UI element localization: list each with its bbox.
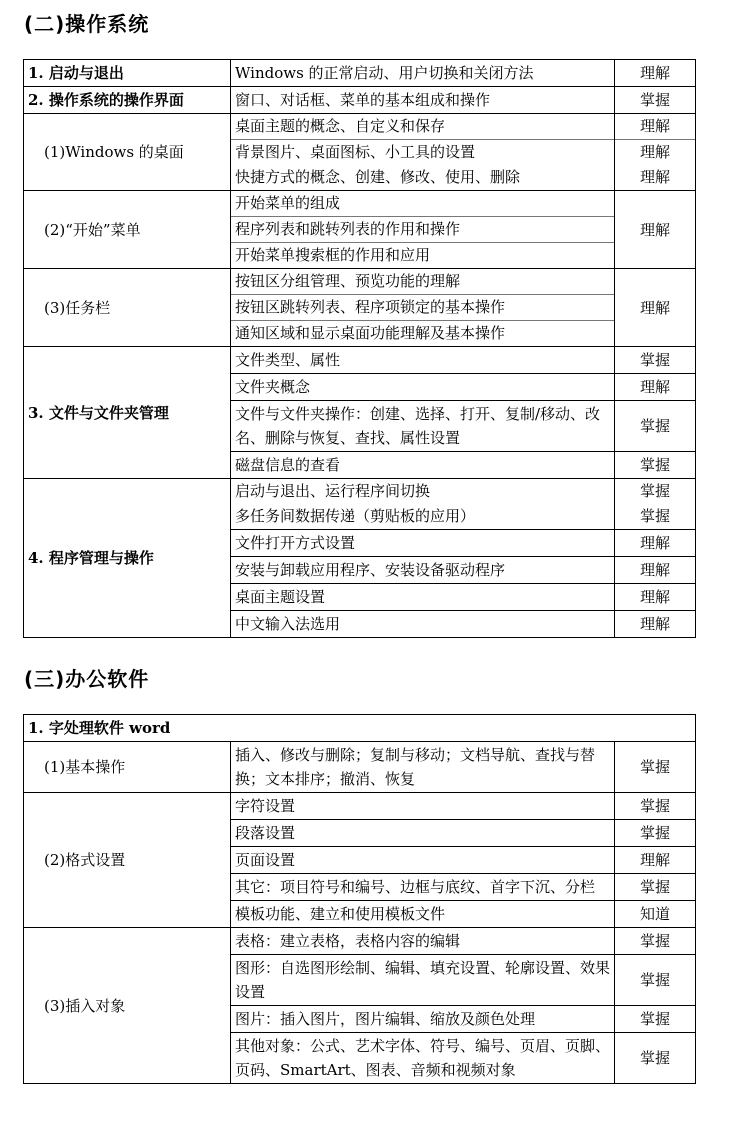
content-line: 快捷方式的概念、创建、修改、使用、删除: [235, 168, 521, 186]
topic-label: (2)“开始”菜单: [44, 220, 141, 239]
table-row: [24, 87, 696, 114]
table-row: [24, 347, 696, 374]
level-cell: 理解: [615, 847, 696, 874]
topic-cell: [24, 191, 231, 269]
topic-cell: 4. 程序管理与操作: [24, 479, 231, 638]
topic-label: (2)格式设置: [44, 851, 126, 869]
content-line: 启动与退出、运行程序间切换: [235, 482, 431, 500]
content-cell: [231, 479, 615, 530]
content-text: 其他对象：公式、艺术字体、符号、编号、页眉、页脚、页码、SmartArt、图表、音频和视频对象: [235, 1037, 611, 1079]
content-cell: [231, 742, 615, 793]
topic-label: (3)插入对象: [44, 996, 126, 1015]
content-line: 多任务间数据传递（剪贴板的应用）: [235, 507, 476, 525]
content-cell: 图片：插入图片，图片编辑、缩放及颜色处理: [231, 1006, 615, 1033]
table-row: [24, 715, 696, 742]
level-cell: 掌握: [615, 793, 696, 820]
word-requirements-table: [23, 714, 696, 1084]
content-line: 按钮区跳转列表、程序项锁定的基本操作: [231, 294, 614, 320]
level-line: 掌握: [639, 507, 670, 525]
content-cell: 表格：建立表格，表格内容的编辑: [231, 928, 615, 955]
level-cell: [615, 479, 696, 530]
section-title-os: (二)操作系统: [24, 12, 150, 36]
content-line: 桌面主题的概念、自定义和保存: [235, 117, 446, 135]
content-cell: 中文输入法选用: [231, 611, 615, 638]
topic-cell: 1. 启动与退出: [24, 60, 231, 87]
content-cell: 页面设置: [231, 847, 615, 874]
content-text: 其它：项目符号和编号、边框与底纹、首字下沉、分栏: [235, 878, 596, 896]
level-cell: 掌握: [615, 452, 696, 479]
content-cell: 安装与卸载应用程序、安装设备驱动程序: [231, 557, 615, 584]
level-cell: 理解: [615, 191, 696, 269]
level-cell: 掌握: [615, 87, 696, 114]
content-cell: 窗口、对话框、菜单的基本组成和操作: [231, 87, 615, 114]
content-cell: [231, 401, 615, 452]
level-cell: 理解: [615, 269, 696, 347]
level-cell: 理解: [615, 374, 696, 401]
level-cell: 掌握: [615, 955, 696, 1006]
content-cell: 段落设置: [231, 820, 615, 847]
level-cell: 掌握: [615, 928, 696, 955]
table-row: [24, 479, 696, 530]
content-cell: Windows 的正常启动、用户切换和关闭方法: [231, 60, 615, 87]
topic-cell: [24, 114, 231, 191]
content-cell: 字符设置: [231, 793, 615, 820]
table-row: [24, 928, 696, 955]
level-cell: 掌握: [615, 874, 696, 901]
table-row: [24, 269, 696, 347]
os-requirements-table: [23, 59, 696, 638]
content-line: 通知区域和显示桌面功能理解及基本操作: [231, 320, 614, 346]
content-text: 插入、修改与删除；复制与移动；文档导航、查找与替换；文本排序；撤消、恢复: [235, 746, 596, 788]
content-line: 开始菜单搜索框的作用和应用: [231, 242, 614, 268]
content-cell: 桌面主题设置: [231, 584, 615, 611]
level-cell: 掌握: [615, 1033, 696, 1084]
topic-label: (3)任务栏: [44, 298, 111, 317]
level-line: 理解: [615, 139, 695, 165]
content-cell: 文件打开方式设置: [231, 530, 615, 557]
content-cell: 模板功能、建立和使用模板文件: [231, 901, 615, 928]
table-row: [24, 793, 696, 820]
table-row: [24, 60, 696, 87]
level-cell: 掌握: [615, 742, 696, 793]
topic-cell: [24, 742, 231, 793]
content-line: 开始菜单的组成: [235, 194, 341, 212]
level-cell: 知道: [615, 901, 696, 928]
level-line: 理解: [639, 117, 670, 135]
content-cell: [231, 1033, 615, 1084]
level-cell: 理解: [615, 611, 696, 638]
content-line: 按钮区分组管理、预览功能的理解: [235, 272, 461, 290]
content-cell: [231, 955, 615, 1006]
topic-cell: [24, 269, 231, 347]
content-line: 程序列表和跳转列表的作用和操作: [231, 216, 614, 242]
topic-label: (1)基本操作: [44, 758, 126, 776]
level-cell: [615, 114, 696, 191]
level-line: 理解: [639, 168, 670, 186]
content-text: 文件与文件夹操作：创建、选择、打开、复制/移动、改名、删除与恢复、查找、属性设置: [235, 405, 601, 447]
level-cell: 掌握: [615, 820, 696, 847]
topic-cell: [24, 928, 231, 1084]
topic-cell: 2. 操作系统的操作界面: [24, 87, 231, 114]
content-cell: [231, 191, 615, 269]
level-cell: 掌握: [615, 347, 696, 374]
content-cell: [231, 874, 615, 901]
section-title-office: (三)办公软件: [24, 667, 150, 691]
table-row: [24, 191, 696, 269]
content-cell: 磁盘信息的查看: [231, 452, 615, 479]
content-cell: [231, 269, 615, 347]
table-header: 1. 字处理软件 word: [24, 715, 696, 742]
level-cell: 理解: [615, 60, 696, 87]
level-cell: 理解: [615, 584, 696, 611]
content-cell: 文件类型、属性: [231, 347, 615, 374]
level-cell: 理解: [615, 530, 696, 557]
topic-label: (1)Windows 的桌面: [44, 143, 184, 161]
table-row: [24, 114, 696, 191]
level-line: 掌握: [639, 482, 670, 500]
topic-cell: 3. 文件与文件夹管理: [24, 347, 231, 479]
table-row: [24, 742, 696, 793]
level-cell: 理解: [615, 557, 696, 584]
content-cell: 文件夹概念: [231, 374, 615, 401]
content-cell: [231, 114, 615, 191]
level-cell: 掌握: [615, 1006, 696, 1033]
content-line: 背景图片、桌面图标、小工具的设置: [231, 139, 614, 165]
level-cell: 掌握: [615, 401, 696, 452]
topic-cell: [24, 793, 231, 928]
content-text: 图形：自选图形绘制、编辑、填充设置、轮廓设置、效果设置: [235, 959, 611, 1001]
